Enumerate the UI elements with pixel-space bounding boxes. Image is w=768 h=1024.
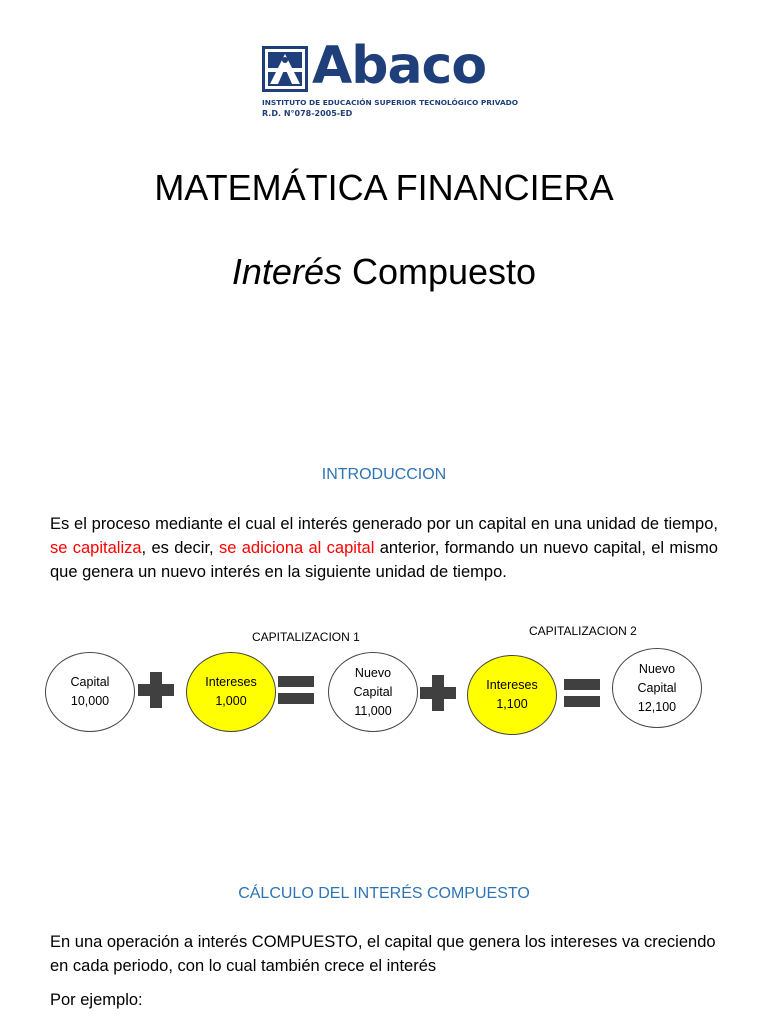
new-capital-circle-2 (612, 648, 702, 728)
new-capital-label-1b: Capital (353, 684, 393, 699)
calculo-paragraph: En una operación a interés COMPUESTO, el capital que genera los intereses va creciendo en cada periodo, con lo cual también crece el interés (50, 933, 716, 975)
abaco-logo (262, 36, 519, 122)
logo-institution-text: INSTITUTO DE EDUCACIÓN SUPERIOR TECNOLÓGICO PRIVADO (262, 98, 519, 107)
new-capital-circle-1 (328, 652, 418, 732)
cap2-label: CAPITALIZACION 2 (529, 624, 637, 638)
abaco-logo-mark-icon (262, 46, 308, 92)
interest-label-1: Intereses (205, 675, 257, 689)
interest-value-1: 1,000 (215, 694, 247, 708)
interest-circle-2 (467, 655, 557, 735)
interest-value-2: 1,100 (496, 697, 528, 711)
new-capital-label-1a: Nuevo (354, 665, 392, 680)
intro-emphasis-2: se adiciona al capital (218, 539, 375, 557)
capital-label: Capital (70, 675, 110, 689)
example-label: Por ejemplo: (50, 991, 143, 1009)
logo-wordmark: Abaco (312, 36, 487, 96)
subtitle-italic: Interés (231, 251, 342, 292)
cap1-label: CAPITALIZACION 1 (252, 630, 360, 644)
new-capital-label-2b: Capital (637, 680, 677, 695)
equals-icon (564, 679, 600, 707)
page-title: MATEMÁTICA FINANCIERA (154, 167, 614, 208)
new-capital-value-1: 11,000 (354, 703, 392, 718)
calculo-heading: CÁLCULO DEL INTERÉS COMPUESTO (238, 885, 530, 902)
equals-icon (278, 676, 314, 704)
interest-label-2: Intereses (486, 678, 538, 692)
intro-text-2: , es decir, (141, 539, 219, 557)
logo-resolution-text: R.D. N°078-2005-ED (262, 109, 353, 118)
capital-circle (45, 652, 135, 732)
intro-emphasis-1: se capitaliza (50, 539, 142, 557)
plus-icon (138, 672, 174, 708)
new-capital-label-2a: Nuevo (638, 661, 676, 676)
intro-text-3: anterior, formando un nuevo capital, el mismo que genera un nuevo interés en la siguiente unidad de tiempo. (50, 539, 718, 581)
intro-text-1: Es el proceso mediante el cual el interés generado por un capital en una unidad de tiempo, (50, 515, 718, 533)
intro-heading: INTRODUCCION (321, 466, 447, 483)
plus-icon (420, 675, 456, 711)
new-capital-value-2: 12,100 (637, 699, 677, 714)
capital-value: 10,000 (70, 694, 110, 708)
interest-circle-1 (186, 652, 276, 732)
intro-paragraph (50, 512, 718, 584)
subtitle-rest: Compuesto (341, 251, 537, 292)
page-subtitle (0, 250, 768, 294)
